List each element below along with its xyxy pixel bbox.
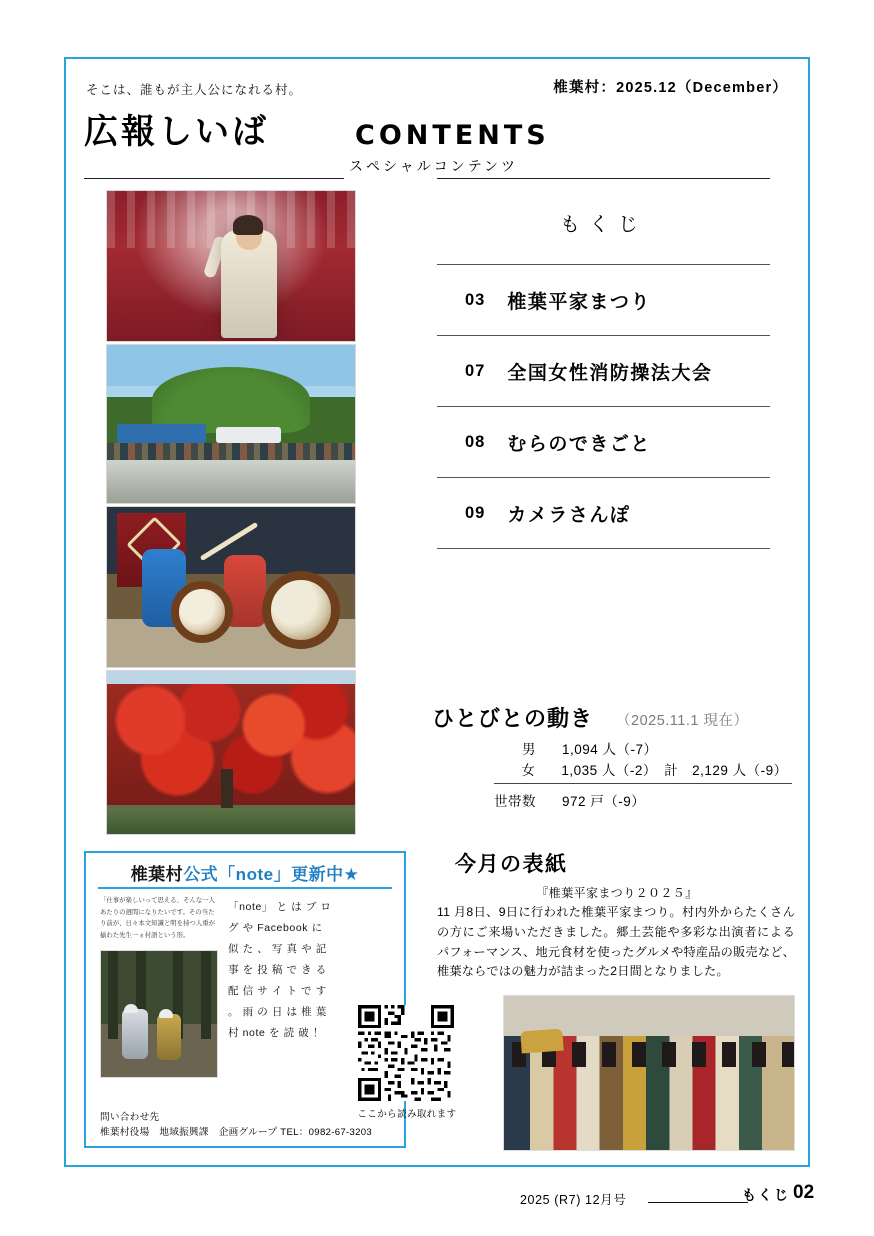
population-label: 世帯数 xyxy=(494,794,536,809)
photo-detail-hair xyxy=(233,215,263,235)
population-row-female xyxy=(494,759,788,780)
toc-item-page: 07 xyxy=(465,361,486,380)
heike-festival-cover-photo xyxy=(503,995,795,1151)
note-title-underline xyxy=(98,887,392,889)
population-divider xyxy=(494,783,792,784)
population-row-male xyxy=(494,738,784,759)
toc-item-2[interactable] xyxy=(437,407,770,477)
photo-detail-worker-2 xyxy=(157,1014,181,1060)
photo-detail-drum-large xyxy=(262,571,340,649)
photo-detail-undergrowth xyxy=(107,808,355,834)
photo-detail-helmet-1 xyxy=(124,1004,138,1013)
header-divider-left xyxy=(84,178,344,179)
cover-story-heading: 今月の表紙 xyxy=(455,853,568,876)
taiko-drum-photo xyxy=(106,506,356,668)
photo-detail-tree-4 xyxy=(201,951,211,1039)
toc-item-0[interactable] xyxy=(437,265,770,335)
photo-detail-tree-1 xyxy=(108,951,118,1039)
note-contact-detail: 椎葉村役場 地域振興課 企画グループ TEL：0982-67-3203 xyxy=(100,1126,373,1138)
toc-heading: もくじ xyxy=(560,214,647,236)
contents-subtitle: スペシャルコンテンツ xyxy=(349,158,519,174)
population-rows xyxy=(494,738,788,780)
note-sample-text: 「仕事が楽しいって思える、そんな一人あたりの週間になりたいです。その当たり前が、日々本文知識と明を持つ人重が揃わた先生一ヵ村語という形。 xyxy=(100,897,216,939)
photo-detail-drum-small xyxy=(171,581,233,643)
autumn-leaves-photo xyxy=(106,670,356,835)
footer-rule xyxy=(648,1202,748,1203)
toc-item-label: 全国女性消防操法大会 xyxy=(507,362,713,384)
toc-item-page: 03 xyxy=(465,290,486,309)
cover-story-subtitle: 『椎葉平家まつり２０２５』 xyxy=(536,886,698,900)
population-label: 女 xyxy=(521,763,536,778)
population-label: 男 xyxy=(522,742,536,757)
note-box-title xyxy=(86,860,404,885)
stage-performance-photo xyxy=(106,190,356,342)
dam-festival-photo xyxy=(106,344,356,504)
tagline: そこは、誰もが主人公になれる村。 xyxy=(86,83,303,97)
note-title-village: 椎葉村 xyxy=(130,865,184,884)
toc-item-1[interactable] xyxy=(437,336,770,406)
note-description: 「note」 と は ブ ロ グ や Facebook に 似 た 、 写 真 や 記 事 を 投 稿 で き る 配 信 サ イ ト で す 。 雨 の 日 は 椎 葉 村 note を 読 破 ！ xyxy=(228,901,332,1039)
note-promo-box xyxy=(84,851,457,1148)
photo-detail-worker-1 xyxy=(122,1009,148,1059)
forestry-work-photo xyxy=(100,950,218,1078)
photo-detail-helmet-2 xyxy=(159,1009,173,1018)
note-contact-label: 問い合わせ先 xyxy=(100,1112,160,1123)
photo-detail-dam xyxy=(107,460,355,503)
toc-item-page: 09 xyxy=(465,503,486,522)
qr-code-icon[interactable] xyxy=(358,1005,454,1101)
toc-list xyxy=(437,264,770,549)
toc-item-3[interactable] xyxy=(437,478,770,548)
toc-divider xyxy=(437,548,770,549)
masthead-title: 広報しいば xyxy=(84,112,269,152)
footer-page-number: 02 xyxy=(793,1182,815,1203)
contents-title: CONTENTS xyxy=(355,120,550,151)
note-contact-block xyxy=(100,1111,400,1141)
photo-detail-tent-white xyxy=(216,427,280,443)
photo-detail-hat xyxy=(521,1028,564,1053)
population-heading: ひとびとの動き xyxy=(432,706,594,731)
photo-detail-tent-blue xyxy=(117,424,206,443)
cover-story-body: 11 月8日、9日に行われた椎葉平家まつり。村内外からたくさんの方にご来場いただきました。郷土芸能や多彩な出演者によるパフォーマンス、地元食材を使ったグルメや特産品の販売など、椎葉ならではの魅力が詰まった2日間となりました。 xyxy=(437,905,795,979)
footer-issue: 2025 (R7) 12月号 xyxy=(520,1193,627,1207)
header-divider-right xyxy=(437,178,770,179)
population-date: （2025.11.1 現在） xyxy=(616,713,749,729)
population-value: 972 戸（-9） xyxy=(562,794,646,809)
note-title-main: 公式「note」更新中★ xyxy=(183,865,360,884)
toc-item-label: 椎葉平家まつり xyxy=(507,291,651,313)
population-value: 1,035 人（-2） 計 2,129 人（-9） xyxy=(561,763,788,778)
photo-column xyxy=(106,190,356,835)
qr-caption: ここから読み取れます xyxy=(357,1109,457,1120)
toc-item-label: むらのできごと xyxy=(507,433,651,455)
toc-item-page: 08 xyxy=(465,432,486,451)
footer-section-label: もくじ xyxy=(742,1187,790,1203)
population-value: 1,094 人（-7） xyxy=(562,742,658,757)
issue-line: 椎葉村：2025.12（December） xyxy=(553,80,788,96)
toc-item-label: カメラさんぽ xyxy=(507,504,631,526)
population-row-household xyxy=(494,790,645,810)
